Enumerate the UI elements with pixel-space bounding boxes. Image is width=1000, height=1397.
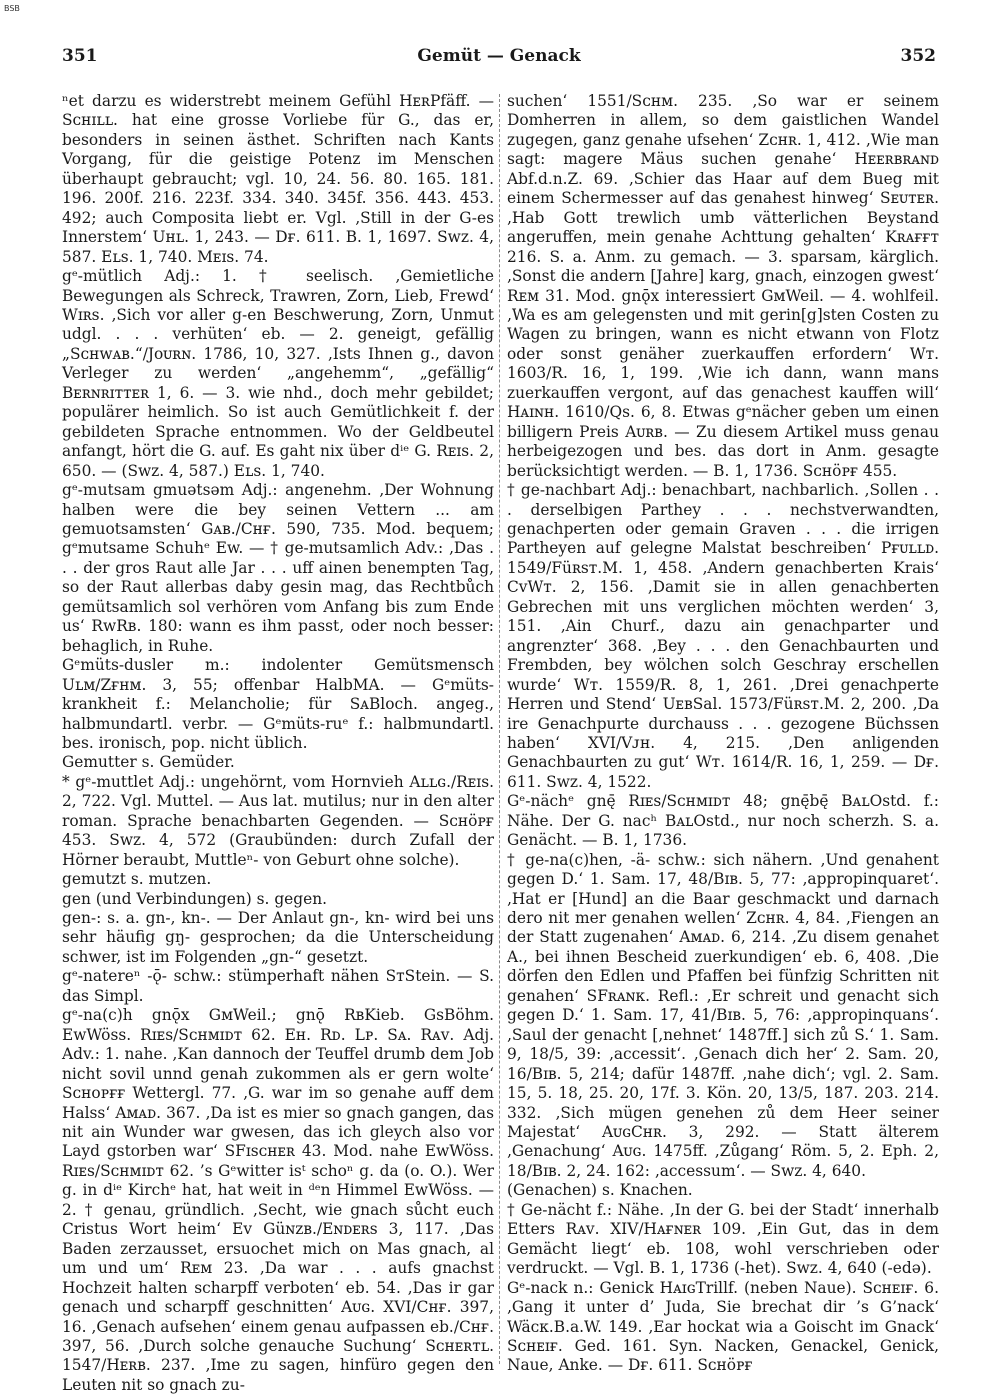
column-divider <box>499 94 500 1364</box>
entry-genateren: gᵉ-natereⁿ -ǭ- schw.: stümperhaft nähen SᴛStein. — S. das Simpl. <box>62 967 494 1005</box>
left-column <box>62 92 494 1395</box>
entry-gemuet-continued: ⁿet darzu es widerstrebt meinem Gefühl HᴇʀPfäff. — Sᴄʜɪʟʟ. hat eine grosse Vorliebe für G., das er, besonders in seinen ästhet. Schriften nach Kants Vorgang, für die geistige Potenz im Menschen überhaupt gebraucht; vgl. 10, 24. 56. 80. 165. 181. 196. 200f. 216. 223f. 334. 340. 345f. 356. 443. 453. 492; auch Composita liebt er. Vgl. ‚Still in der G-es Innerstem‘ Uʜʟ. 1, 243. — Dғ. 611. B. 1, 1697. Swz. 4, 587. Eʟs. 1, 740. Mᴇɪs. 74. <box>62 92 494 266</box>
entry-gemuetlich: gᵉ-mütlich Adj.: 1. † seelisch. ‚Gemietliche Bewegungen als Schreck, Trawren, Zorn, Lieb, Frewd‘ Wɪʀs. ‚Sich vor aller g-en Beschwerung, Zorn, Unmut udgl. . . . verhüten‘ eb. — 2. geneigt, gefällig „Sᴄʜᴡᴀʙ.“/Jᴏᴜʀɴ. 1786, 10, 327. ‚Ists Ihnen g., davon Verleger zu werden‘ „angehemm“, „gefällig“ Bᴇʀɴʀɪᴛᴛᴇʀ 1, 6. — 3. wie nhd., doch mehr gebildet; populärer heimlich. So ist auch Gemütlichkeit f. der gebildeten Sprache entnommen. Wo der Geldbeutel anfangt, hört die G. auf. Es gaht nix über dⁱᵉ G. Rᴇɪs. 2, 650. — (Swz. 4, 587.) Eʟs. 1, 740. <box>62 267 494 480</box>
entry-gen: gen (und Verbindungen) s. gegen. <box>62 889 328 908</box>
page-number-left: 351 <box>62 46 98 66</box>
entry-gemutter: Gemutter s. Gemüder. <box>62 753 235 772</box>
entry-gemutzt: gemutzt s. mutzen. <box>62 870 212 889</box>
library-mark: BSB <box>4 4 20 13</box>
entry-gemutsam: gᵉ-mutsam gmuətsəm Adj.: angenehm. ‚Der Wohnung halben were die bey seinen Vettern ... am gemuotsamsten‘ Gᴀʙ./Cʜғ. 590, 735. Mod. bequem; gᵉmutsame Schuhᵉ Ew. — † ge-mutsamlich Adv.: ‚Das . . . der gros Raut alle Jar . . . uff ainen benempten Tag, so der Raut allerbas daby gesin mag, das Rechtbůch gemütsamlich sol verhören vom Anfang bis zum Ende us‘ RᴡRʙ. 180: wann es ihm passt, oder noch besser: behaglich, in Ruhe. <box>62 481 494 655</box>
entry-gen-prefix: gen-: s. a. gn-, kn-. — Der Anlaut gn-, kn- wird bei uns sehr häufig gŋ- gesprochen; da die Unterscheidung schwer, ist im Folgenden „gn-“ gesetzt. <box>62 909 494 966</box>
entry-genachen-ref: (Genachen) s. Knachen. <box>507 1181 693 1200</box>
entry-genaeche: Gᵉ-nächᵉ gnę̄ Rɪᴇs/Sᴄʜᴍɪᴅᴛ 48; gnę̄bę̄ BᴀʟOstd. f.: Nähe. Der G. nacʰ BᴀʟOstd., nur noch scherzh. S. a. Genächt. — B. 1, 1736. <box>507 792 939 850</box>
entry-gemuttlet: * gᵉ-muttlet Adj.: ungehörnt, vom Hornvieh Aʟʟɢ./Rᴇɪs. 2, 722. Vgl. Muttel. — Aus lat. mutilus; nur in den alter roman. Sprache benachbarten Gegenden. — Sᴄʜöᴘғ 453. Swz. 4, 572 (Graubünden: durch Zufall der Hörner beraubt, Muttleⁿ- von Geburt ohne solche). <box>62 772 494 869</box>
right-column <box>507 92 939 1376</box>
page-header <box>62 46 936 74</box>
entry-genach: gᵉ-na(c)h gnǭx GᴍWeil.; gnǭ RʙKieb. GsBöhm. EwWöss. Rɪᴇs/Sᴄʜᴍɪᴅᴛ 62. Eʜ. Rᴅ. Lᴘ. Sᴀ. Rᴀᴠ. Adj. Adv.: 1. nahe. ‚Kan dannoch der Teuffel drumb dem Job nicht sovil unnd genah zukommen als er gern wolte‘ Sᴄʜᴏᴘғғ Wettergl. 77. ‚G. war im so genahe auff dem Halss‘ Aᴍᴀᴅ. 367. ‚Da ist es mier so gnach gangen, das nit ain Wunder war gwesen, das ich gleych also vor Layd gstorben war‘ SFɪsᴄʜᴇʀ 43. Mod. nahe EwWöss. Rɪᴇs/Sᴄʜᴍɪᴅᴛ 62. ’s Gᵉwitter isᵗ schoⁿ g. da (o. O.). Wer g. in dⁱᵉ Kirchᵉ hat, hat weit in ᵈᵉn Himmel EwWöss. — 2. † genau, gründlich. ‚Secht, wie gnach sůcht euch Cristus Wort heim‘ Eᴠ Güɴᴢʙ./Eɴᴅᴇʀs 3, 117. ‚Das Baden zerzausset, ersuochet mich on Mas gnach, al um und um‘ Rᴇᴍ 23. ‚Da war . . . aufs gnachst Hochzeit halten scharpff verboten‘ eb. 54. ‚Das ir gar genach und scharpff geschnitten‘ Aᴜɢ. XVI/Cʜғ. 397, 16. ‚Genach aufsehen‘ einem genau aufpassen eb./Cʜғ. 397, 56. ‚Durch solche genauche Suchung‘ Sᴄʜᴇʀᴛʟ. 1547/Hᴇʀʙ. 237. ‚Ime zu sagen, hinfüro gegen den Leuten nit so gnach zu- <box>62 1006 494 1394</box>
entry-gemuets-dusler: Gᵉmüts-dusler m.: indolenter Gemütsmensch Uʟᴍ/Zғʜᴍ. 3, 55; offenbar HalbMA. — Gᵉmüts-krankheit f.: Melancholie; für SᴀBloch. angeg., halbmundartl. verbr. — Gᵉmüts-ruᵉ f.: halbmundartl. bes. ironisch, pop. nicht üblich. <box>62 656 494 752</box>
entry-genack: Gᵉ-nack n.: Genick HᴀɪɢTrillf. (neben Naue). Sᴄʜᴇɪғ. 6. ‚Gang it unter d’ Juda, Sie brechat dir ’s G’nack‘ Wäᴄᴋ.B.a.W. 149. ‚Ear hockat wia a Goischt im Gnack‘ Sᴄʜᴇɪғ. Ged. 161. Syn. Nacken, Genackel, Genick, Naue, Anke. — Dғ. 611. Sᴄʜöᴘғ <box>507 1278 939 1375</box>
headword-range: Gemüt — Genack <box>417 46 581 66</box>
page-number-right: 352 <box>900 46 936 66</box>
entry-genachen: † ge-na(c)hen, -ä- schw.: sich nähern. ‚Und genahent gegen D.‘ 1. Sam. 17, 48/Bɪʙ. 5, 77: ‚appropinquaret‘. ‚Hat er [Hund] an die Baar geschmackt und darnach dero nit mer genahen wellen‘ Zᴄʜʀ. 4, 84. ‚Fiengen an der Statt zugenahen‘ Aᴍᴀᴅ. 6, 214. ‚Zu disem genahet A., bei ihnen Bescheid zuerkundigen‘ eb. 6, 408. ‚Die dörfen den Edlen und Pfaffen bei fünfzig Schritten nit genahen‘ SFʀᴀɴᴋ. Refl.: ‚Er schreit und genacht sich gegen D.‘ 1. Sam. 17, 41/Bɪʙ. 5, 76: ‚appropinquans‘. ‚Saul der genacht [‚nehnet‘ 1487ff.] sich zů S.‘ 1. Sam. 9, 18/5, 39: ‚accessit‘. ‚Genach dich her‘ 2. Sam. 20, 16/Bɪʙ. 5, 214; dafür 1487ff. ‚nahe dich‘; vgl. 2. Sam. 15, 5. 18, 25. 20, 17f. 3. Kön. 20, 13/5, 187. 203. 214. 332. ‚Sich mügen genehen zů dem Heer seiner Majestat‘ AᴜɢCʜʀ. 3, 292. — Statt älterem ‚Genachung‘ Aᴜɢ. 1475ff. ‚Zůgang‘ Röm. 5, 2. Eph. 2, 18/Bɪʙ. 2, 24. 162: ‚accessum‘. — Swz. 4, 640. <box>507 850 939 1180</box>
entry-genaecht: † Ge-nächt f.: Nähe. ‚In der G. bei der Stadt‘ innerhalb Etters Rᴀᴠ. XIV/Hᴀғɴᴇʀ 109. ‚Ein Gut, das in dem Gemächt liegt‘ eb. 108, wohl verschrieben oder verdruckt. — Vgl. B. 1, 1736 (-het). Swz. 4, 640 (-edə). <box>507 1200 939 1278</box>
entry-genachbart: † ge-nachbart Adj.: benachbart, nachbarlich. ‚Sollen . . . derselbigen Parthey . . . nechstverwandten, genachperten oder gemain Graven . . . die irrigen Partheyen auf gelegne Malstat beschreiben‘ Pғᴜʟʟᴅ. 1549/Füʀsᴛ.M. 1, 458. ‚Andern genachberten Krais‘ CᴠWᴛ. 2, 156. ‚Damit sie in allen genachberten Gebrechen mit uns verglichen möchten werden‘ 3, 151. ‚Ain Churf., dazu ain genachparter und angrenzter‘ 368. ‚Bey . . . den Genachbaurten und Frembden, bey wölchen solch Geschray erschellen wurde‘ Wᴛ. 1559/R. 8, 1, 261. ‚Drei genachperte Herren und Stend‘ UᴇʙSal. 1573/Füʀsᴛ.M. 2, 200. ‚Da ire Genachpurte durchauss . . . gezogene Büchssen haben‘ XVI/Vᴊʜ. 4, 215. ‚Den anligenden Genachbaurten zu gut‘ Wᴛ. 1614/R. 16, 1, 259. — Dғ. 611. Swz. 4, 1522. <box>507 481 939 791</box>
entry-genach-continued: suchen‘ 1551/Sᴄʜᴍ. 235. ‚So war er seinem Domherren in allem, so dem gaistlichen Wandel zugegen, ganz genahe ufsehen‘ Zᴄʜʀ. 1, 412. ‚Wie man sagt: magere Mäus suchen genahe‘ Hᴇᴇʀʙʀᴀɴᴅ Abf.d.n.Z. 69. ‚Schier das Haar auf dem Bueg mit einem Schermesser auf das genahest hinweg‘ Sᴇᴜᴛᴇʀ. ‚Hab Gott trewlich umb vätterlichen Beystand angeruffen, mein genahe Achttung gehalten‘ Kʀᴀғғᴛ 216. S. a. Anm. zu gemach. — 3. sparsam, kärglich. ‚Sonst die andern [Jahre] karg, gnach, einzogen gwest‘ Rᴇᴍ 31. Mod. gnǭx interessiert GᴍWeil. — 4. wohlfeil. ‚Wa es am gelegensten und mit gerin[g]sten Costen zu Wagen zu bringen, wann es nicht etwann von Flotz oder sonst genäher zuerkauffen erfordern‘ Wᴛ. 1603/R. 16, 1, 199. ‚Wie ich dann, wann mans zuerkauffen vergont, auf das genachest kauffen will‘ Hᴀɪɴʜ. 1610/Qs. 6, 8. Etwas gᵉnächer geben um einen billigern Preis Aᴜʀʙ. — Zu diesem Artikel muss genau herbeigezogen und bes. das dort in Anm. gesagte berücksichtigt werden. — B. 1, 1736. Sᴄʜöᴘғ 455. <box>507 92 939 480</box>
